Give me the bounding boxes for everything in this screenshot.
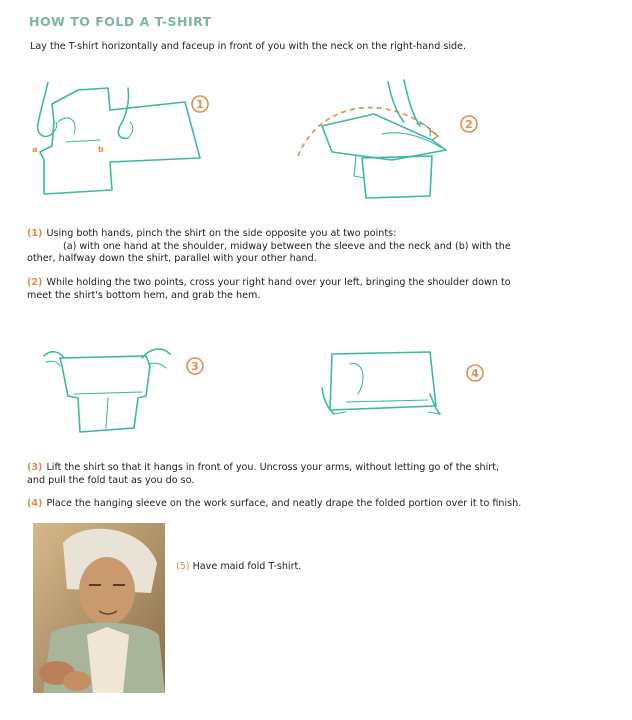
arms-crossed-drawing [388, 80, 430, 136]
svg-text:4: 4 [471, 367, 479, 380]
step-5-text [176, 561, 301, 572]
step-2-line-1: While holding the two points, cross your right hand over your left, bringing the shoulder down to [46, 277, 511, 288]
intro-text: Lay the T-shirt horizontally and faceup in front of you with the neck on the right-hand side. [30, 41, 467, 52]
maid-portrait-painting [33, 523, 165, 693]
step-4-badge [467, 365, 483, 381]
figure-4-illustration [318, 348, 498, 420]
tshirt-folded-drawing [330, 352, 436, 410]
step-5-label: Have maid fold T-shirt. [192, 561, 302, 572]
right-hand-drawing [118, 88, 132, 138]
step-2-line-2: meet the shirt's bottom hem, and grab the hem. [27, 289, 261, 301]
svg-text:1: 1 [196, 98, 204, 111]
tshirt-flat-drawing [40, 88, 200, 194]
step-1-line-1: Using both hands, pinch the shirt on the side opposite you at two points: [46, 228, 397, 239]
figure-2-illustration [292, 78, 492, 200]
step-5-number: (5) [176, 561, 190, 572]
svg-text:3: 3 [191, 360, 199, 373]
figure-3-illustration [38, 336, 218, 438]
svg-text:2: 2 [465, 118, 473, 131]
step-3-badge [187, 358, 203, 374]
page-title: HOW TO FOLD A T-SHIRT [29, 14, 212, 29]
step-1-line-2: (a) with one hand at the shoulder, midway between the sleeve and the neck and (b) with the [63, 240, 511, 252]
step-4-line-1: Place the hanging sleeve on the work surface, and neatly drape the folded portion over it to finish. [46, 498, 522, 509]
step-2-number: (2) [27, 277, 43, 288]
step-1-line-3: other, halfway down the shirt, parallel with your other hand. [27, 253, 317, 264]
point-b-label: b [98, 145, 104, 154]
step-3-number: (3) [27, 462, 43, 473]
step-3-line-1: Lift the shirt so that it hangs in front of you. Uncross your arms, without letting go of the shirt, [46, 462, 500, 473]
step-1-text [27, 228, 612, 266]
step-2-badge [461, 116, 477, 132]
step-1-badge [192, 96, 208, 112]
step-3-text [27, 462, 612, 487]
point-a-label: a [32, 145, 38, 154]
tshirt-hanging-drawing [60, 356, 150, 432]
step-4-number: (4) [27, 498, 43, 509]
step-2-text [27, 277, 612, 302]
step-3-line-2: and pull the fold taut as you do so. [27, 474, 195, 486]
step-1-number: (1) [27, 228, 43, 239]
figure-1-illustration [30, 82, 230, 197]
step-4-text [27, 498, 612, 511]
